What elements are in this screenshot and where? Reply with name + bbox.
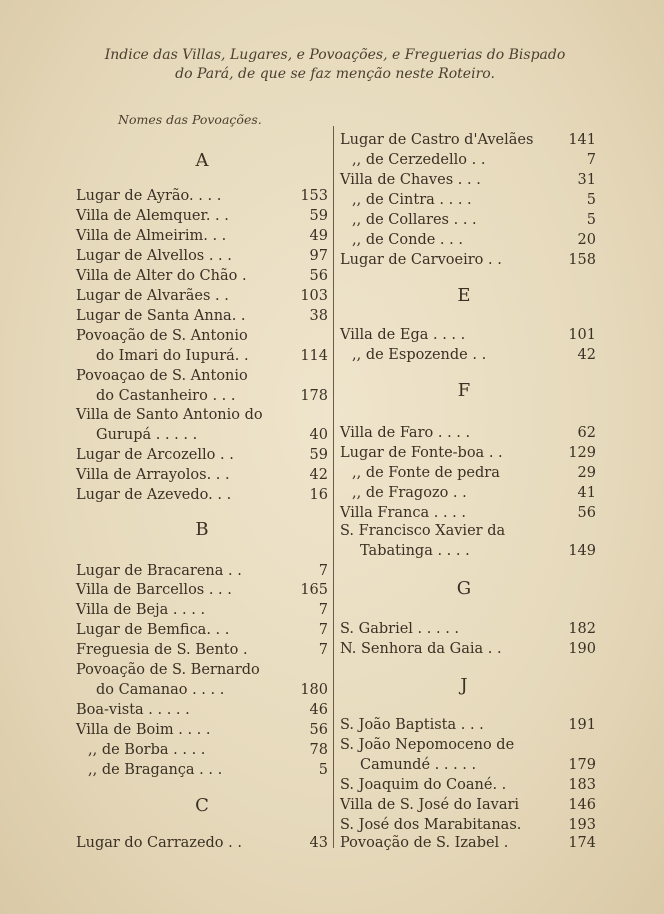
section-letter: C — [195, 795, 209, 816]
entry-name: Povoaçao de S. Antonio — [76, 368, 248, 384]
entry-page-number: 101 — [568, 327, 596, 343]
entry-page-number: 7 — [318, 642, 328, 658]
entry-page-number: 56 — [309, 268, 328, 284]
entry-name: S. Francisco Xavier da — [340, 523, 506, 539]
section-letter: J — [460, 675, 468, 696]
entry-name: Boa-vista . . . . . — [76, 702, 190, 718]
entry-page-number: 31 — [577, 172, 596, 188]
entry-name: ,, de Bragança . . . — [88, 762, 223, 778]
index-entry — [76, 561, 328, 581]
index-entry — [340, 483, 596, 503]
index-entry — [76, 246, 328, 266]
section-letter: E — [457, 285, 471, 306]
index-entry — [340, 775, 596, 795]
index-entry — [340, 815, 596, 835]
index-entry — [76, 445, 328, 465]
entry-name: Villa de Faro . . . . — [340, 425, 471, 441]
index-entry — [76, 580, 328, 600]
entry-page-number: 182 — [568, 621, 596, 637]
entry-name: Villa de Almeirim. . . — [76, 228, 227, 244]
index-entry — [76, 600, 328, 620]
entry-name: Lugar de Alvarães . . — [76, 288, 229, 304]
index-entry — [340, 443, 596, 463]
entry-page-number: 56 — [309, 722, 328, 738]
index-entry — [76, 405, 328, 425]
index-entry — [76, 306, 328, 326]
entry-name: Lugar de Bemfica. . . — [76, 622, 230, 638]
entry-page-number: 153 — [300, 188, 328, 204]
index-entry — [76, 740, 328, 760]
column-divider — [333, 126, 334, 848]
entry-name: Villa de Santo Antonio do — [76, 407, 263, 423]
index-entry — [340, 833, 596, 853]
entry-name: Villa de Ega . . . . — [340, 327, 466, 343]
entry-name: Povoação de S. Antonio — [76, 328, 248, 344]
entry-page-number: 191 — [568, 717, 596, 733]
entry-page-number: 43 — [309, 835, 328, 851]
entry-page-number: 56 — [577, 505, 596, 521]
entry-name: ,, de Fonte de pedra — [352, 465, 500, 481]
entry-page-number: 40 — [309, 427, 328, 443]
entry-page-number: 5 — [586, 212, 596, 228]
entry-page-number: 7 — [586, 152, 596, 168]
entry-page-number: 114 — [300, 348, 328, 364]
index-entry — [340, 735, 596, 755]
entry-name: S. Joaquim do Coané. . — [340, 777, 507, 793]
entry-name: S. Gabriel . . . . . — [340, 621, 460, 637]
entry-name: ,, de Borba . . . . — [88, 742, 206, 758]
entry-page-number: 179 — [568, 757, 596, 773]
entry-name: ,, de Cerzedello . . — [352, 152, 486, 168]
entry-name: Lugar de Azevedo. . . — [76, 487, 232, 503]
entry-name: ,, de Fragozo . . — [352, 485, 467, 501]
section-letter: G — [456, 578, 472, 599]
index-entry — [76, 640, 328, 660]
entry-name: Freguesia de S. Bento . — [76, 642, 248, 658]
index-entry — [76, 346, 328, 366]
entry-name: do Camanao . . . . — [96, 682, 225, 698]
index-entry — [76, 720, 328, 740]
entry-page-number: 129 — [568, 445, 596, 461]
entry-name: S. José dos Marabitanas. — [340, 817, 522, 833]
entry-name: ,, de Conde . . . — [352, 232, 463, 248]
entry-name: Lugar de Santa Anna. . — [76, 308, 246, 324]
entry-page-number: 180 — [300, 682, 328, 698]
index-entry — [340, 250, 596, 270]
index-entry — [76, 425, 328, 445]
entry-name: Povoação de S. Bernardo — [76, 662, 260, 678]
entry-name: Lugar de Fonte-boa . . — [340, 445, 503, 461]
entry-page-number: 29 — [577, 465, 596, 481]
entry-name: Villa Franca . . . . — [340, 505, 466, 521]
entry-page-number: 190 — [568, 641, 596, 657]
entry-name: S. João Baptista . . . — [340, 717, 484, 733]
entry-page-number: 59 — [309, 447, 328, 463]
index-entry — [340, 463, 596, 483]
index-entry — [76, 660, 328, 680]
index-entry — [76, 760, 328, 780]
entry-page-number: 7 — [318, 602, 328, 618]
entry-name: Villa de Beja . . . . — [76, 602, 206, 618]
entry-page-number: 158 — [568, 252, 596, 268]
entry-name: Lugar de Carvoeiro . . — [340, 252, 502, 268]
entry-name: Villa de Chaves . . . — [340, 172, 481, 188]
index-entry — [76, 833, 328, 853]
index-entry — [76, 700, 328, 720]
entry-name: Lugar de Castro d'Avelães — [340, 132, 534, 148]
index-entry — [76, 465, 328, 485]
index-entry — [340, 170, 596, 190]
entry-name: Povoação de S. Izabel . — [340, 835, 509, 851]
title-line-2: do Pará, de que se faz menção neste Roteiro. — [175, 66, 495, 82]
index-entry — [76, 186, 328, 206]
index-entry — [340, 150, 596, 170]
entry-name: S. João Nepomoceno de — [340, 737, 515, 753]
section-letter: F — [457, 380, 471, 401]
index-entry — [76, 620, 328, 640]
index-entry — [76, 326, 328, 346]
entry-page-number: 20 — [577, 232, 596, 248]
entry-name: Tabatinga . . . . — [360, 543, 470, 559]
entry-page-number: 149 — [568, 543, 596, 559]
index-entry — [76, 266, 328, 286]
index-entry — [340, 715, 596, 735]
entry-name: ,, de Espozende . . — [352, 347, 487, 363]
index-entry — [76, 226, 328, 246]
entry-name: Lugar de Alvellos . . . — [76, 248, 232, 264]
index-entry — [340, 345, 596, 365]
entry-page-number: 165 — [300, 582, 328, 598]
index-entry — [76, 680, 328, 700]
index-entry — [340, 541, 596, 561]
entry-page-number: 178 — [300, 388, 328, 404]
entry-name: Lugar de Ayrão. . . . — [76, 188, 222, 204]
index-entry — [76, 286, 328, 306]
index-entry — [340, 755, 596, 775]
entry-page-number: 183 — [568, 777, 596, 793]
entry-name: Villa de Arrayolos. . . — [76, 467, 230, 483]
entry-page-number: 97 — [309, 248, 328, 264]
entry-name: Villa de Alter do Chão . — [76, 268, 247, 284]
index-entry — [76, 206, 328, 226]
index-entry — [340, 230, 596, 250]
index-entry — [340, 325, 596, 345]
entry-page-number: 59 — [309, 208, 328, 224]
entry-name: Villa de S. José do Iavari — [340, 797, 520, 813]
entry-page-number: 62 — [577, 425, 596, 441]
entry-page-number: 42 — [309, 467, 328, 483]
entry-page-number: 146 — [568, 797, 596, 813]
entry-name: Villa de Boim . . . . — [76, 722, 211, 738]
index-entry — [340, 521, 596, 541]
index-entry — [340, 190, 596, 210]
index-entry — [340, 210, 596, 230]
index-entry — [340, 639, 596, 659]
entry-page-number: 5 — [586, 192, 596, 208]
entry-name: ,, de Collares . . . — [352, 212, 477, 228]
entry-page-number: 174 — [568, 835, 596, 851]
index-entry — [76, 485, 328, 505]
section-letter: B — [195, 519, 209, 540]
index-entry — [76, 386, 328, 406]
entry-page-number: 141 — [568, 132, 596, 148]
entry-name: Lugar de Arcozello . . — [76, 447, 234, 463]
entry-name: do Imari do Iupurá. . — [96, 348, 249, 364]
entry-name: Camundé . . . . . — [360, 757, 477, 773]
index-title — [55, 46, 615, 84]
entry-page-number: 193 — [568, 817, 596, 833]
entry-page-number: 42 — [577, 347, 596, 363]
entry-name: Gurupá . . . . . — [96, 427, 198, 443]
column-subtitle: Nomes das Povoações. — [118, 112, 262, 127]
index-entry — [340, 423, 596, 443]
entry-page-number: 78 — [309, 742, 328, 758]
entry-name: N. Senhora da Gaia . . — [340, 641, 502, 657]
entry-page-number: 49 — [309, 228, 328, 244]
title-line-1: Indice das Villas, Lugares, e Povoações, e Freguerias do Bispado — [104, 47, 566, 63]
entry-name: do Castanheiro . . . — [96, 388, 236, 404]
index-entry — [340, 619, 596, 639]
index-entry — [340, 503, 596, 523]
entry-page-number: 16 — [309, 487, 328, 503]
entry-name: Lugar de Bracarena . . — [76, 563, 242, 579]
entry-name: Villa de Barcellos . . . — [76, 582, 232, 598]
entry-page-number: 38 — [309, 308, 328, 324]
entry-page-number: 7 — [318, 563, 328, 579]
index-entry — [76, 366, 328, 386]
index-entry — [340, 130, 596, 150]
section-letter: A — [195, 150, 209, 171]
index-entry — [340, 795, 596, 815]
entry-page-number: 5 — [318, 762, 328, 778]
entry-page-number: 46 — [309, 702, 328, 718]
entry-name: ,, de Cintra . . . . — [352, 192, 472, 208]
entry-page-number: 41 — [577, 485, 596, 501]
entry-name: Villa de Alemquer. . . — [76, 208, 229, 224]
entry-page-number: 103 — [300, 288, 328, 304]
entry-name: Lugar do Carrazedo . . — [76, 835, 242, 851]
entry-page-number: 7 — [318, 622, 328, 638]
